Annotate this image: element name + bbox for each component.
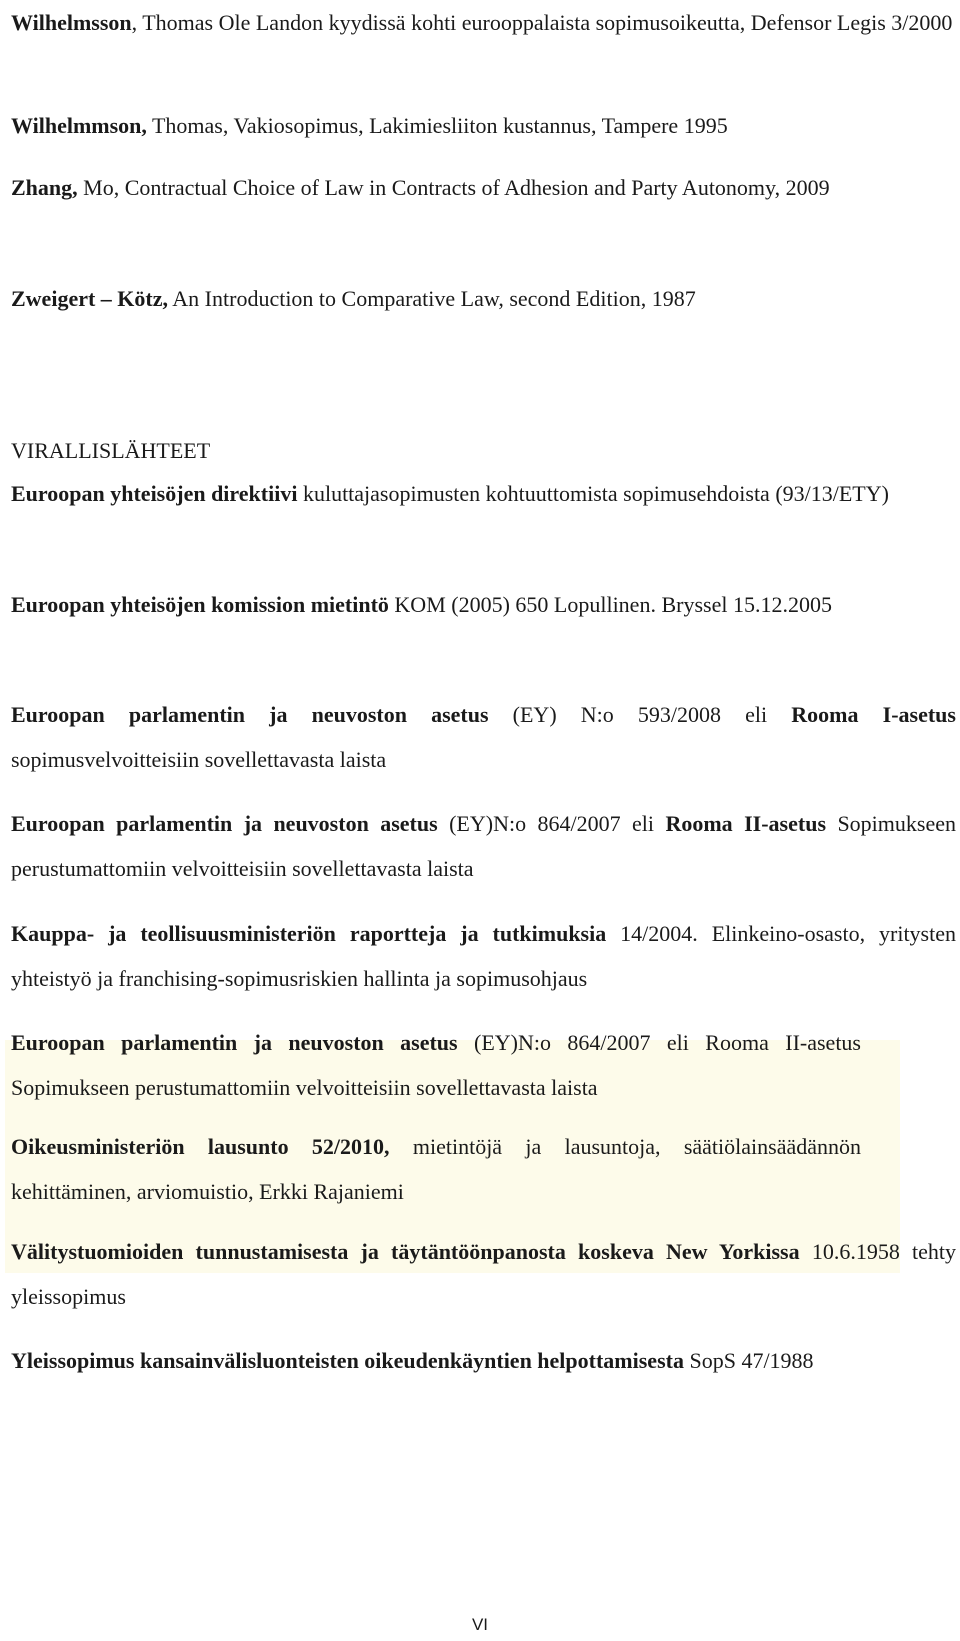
entry-text-secondary: Sopimukseen perustumattomiin velvoitteisiin sovellettavasta laista bbox=[11, 811, 956, 881]
official-source-entry bbox=[11, 471, 956, 516]
entry-author: Zweigert – Kötz, bbox=[11, 286, 168, 311]
entry-author: Zhang, bbox=[11, 175, 78, 200]
entry-text: (EY)N:o 864/2007 eli bbox=[437, 811, 666, 836]
entry-text: (EY)N:o 864/2007 eli Rooma II-asetus Sopimukseen perustumattomiin velvoitteisiin sovellettavasta laista bbox=[11, 1030, 861, 1100]
bibliography-entry bbox=[11, 103, 956, 148]
official-source-entry bbox=[11, 1229, 956, 1319]
entry-title-secondary: Rooma I-asetus bbox=[791, 702, 956, 727]
entry-title: Oikeusministeriön lausunto 52/2010, bbox=[11, 1134, 390, 1159]
official-source-entry bbox=[11, 1124, 861, 1214]
entry-text: Mo, Contractual Choice of Law in Contracts of Adhesion and Party Autonomy, 2009 bbox=[77, 175, 830, 200]
entry-text: Thomas, Vakiosopimus, Lakimiesliiton kustannus, Tampere 1995 bbox=[146, 113, 728, 138]
bibliography-entry bbox=[11, 276, 956, 321]
entry-text: , Thomas Ole Landon kyydissä kohti eurooppalaista sopimusoikeutta, Defensor Legis 3/2000 bbox=[131, 10, 953, 35]
entry-text-secondary: sopimusvelvoitteisiin sovellettavasta laista bbox=[11, 747, 387, 772]
entry-title: Kauppa- ja teollisuusministeriön raportteja ja tutkimuksia bbox=[11, 921, 607, 946]
entry-title: Välitystuomioiden tunnustamisesta ja täytäntöönpanosta koskeva New Yorkissa bbox=[11, 1239, 800, 1264]
bibliography-entry bbox=[11, 165, 956, 210]
official-source-entry bbox=[11, 1020, 861, 1110]
entry-text: An Introduction to Comparative Law, second Edition, 1987 bbox=[168, 286, 696, 311]
entry-title-secondary: Rooma II-asetus bbox=[665, 811, 827, 836]
official-source-entry bbox=[11, 692, 956, 782]
bibliography-entry bbox=[11, 0, 956, 45]
official-source-entry bbox=[11, 911, 956, 1001]
entry-author: Wilhelmsson bbox=[11, 10, 132, 35]
entry-author: Wilhelmmson, bbox=[11, 113, 147, 138]
entry-title: Euroopan yhteisöjen komission mietintö bbox=[11, 592, 389, 617]
entry-text: (EY) N:o 593/2008 eli bbox=[488, 702, 792, 727]
entry-text: 10.6.1958 tehty yleissopimus bbox=[11, 1239, 956, 1309]
entry-title: Euroopan yhteisöjen direktiivi bbox=[11, 481, 298, 506]
entry-text: SopS 47/1988 bbox=[683, 1348, 814, 1373]
entry-text: KOM (2005) 650 Lopullinen. Bryssel 15.12.2005 bbox=[388, 592, 832, 617]
page-number: VI bbox=[471, 1615, 489, 1634]
official-source-entry bbox=[11, 582, 956, 627]
entry-title: Euroopan parlamentin ja neuvoston asetus bbox=[11, 702, 489, 727]
entry-text: kuluttajasopimusten kohtuuttomista sopimusehdoista (93/13/ETY) bbox=[297, 481, 889, 506]
entry-title: Yleissopimus kansainvälisluonteisten oikeudenkäyntien helpottamisesta bbox=[11, 1348, 684, 1373]
official-source-entry bbox=[11, 1338, 956, 1383]
section-heading-official-sources: VIRALLISLÄHTEET bbox=[11, 438, 211, 463]
entry-text: 14/2004. Elinkeino-osasto, yritysten yhteistyö ja franchising-sopimusriskien hallinta ja sopimusohjaus bbox=[11, 921, 956, 991]
entry-title: Euroopan parlamentin ja neuvoston asetus bbox=[11, 1030, 458, 1055]
official-source-entry bbox=[11, 801, 956, 891]
entry-title: Euroopan parlamentin ja neuvoston asetus bbox=[11, 811, 438, 836]
entry-text: mietintöjä ja lausuntoja, säätiölainsäädännön kehittäminen, arviomuistio, Erkki Rajaniemi bbox=[11, 1134, 862, 1204]
